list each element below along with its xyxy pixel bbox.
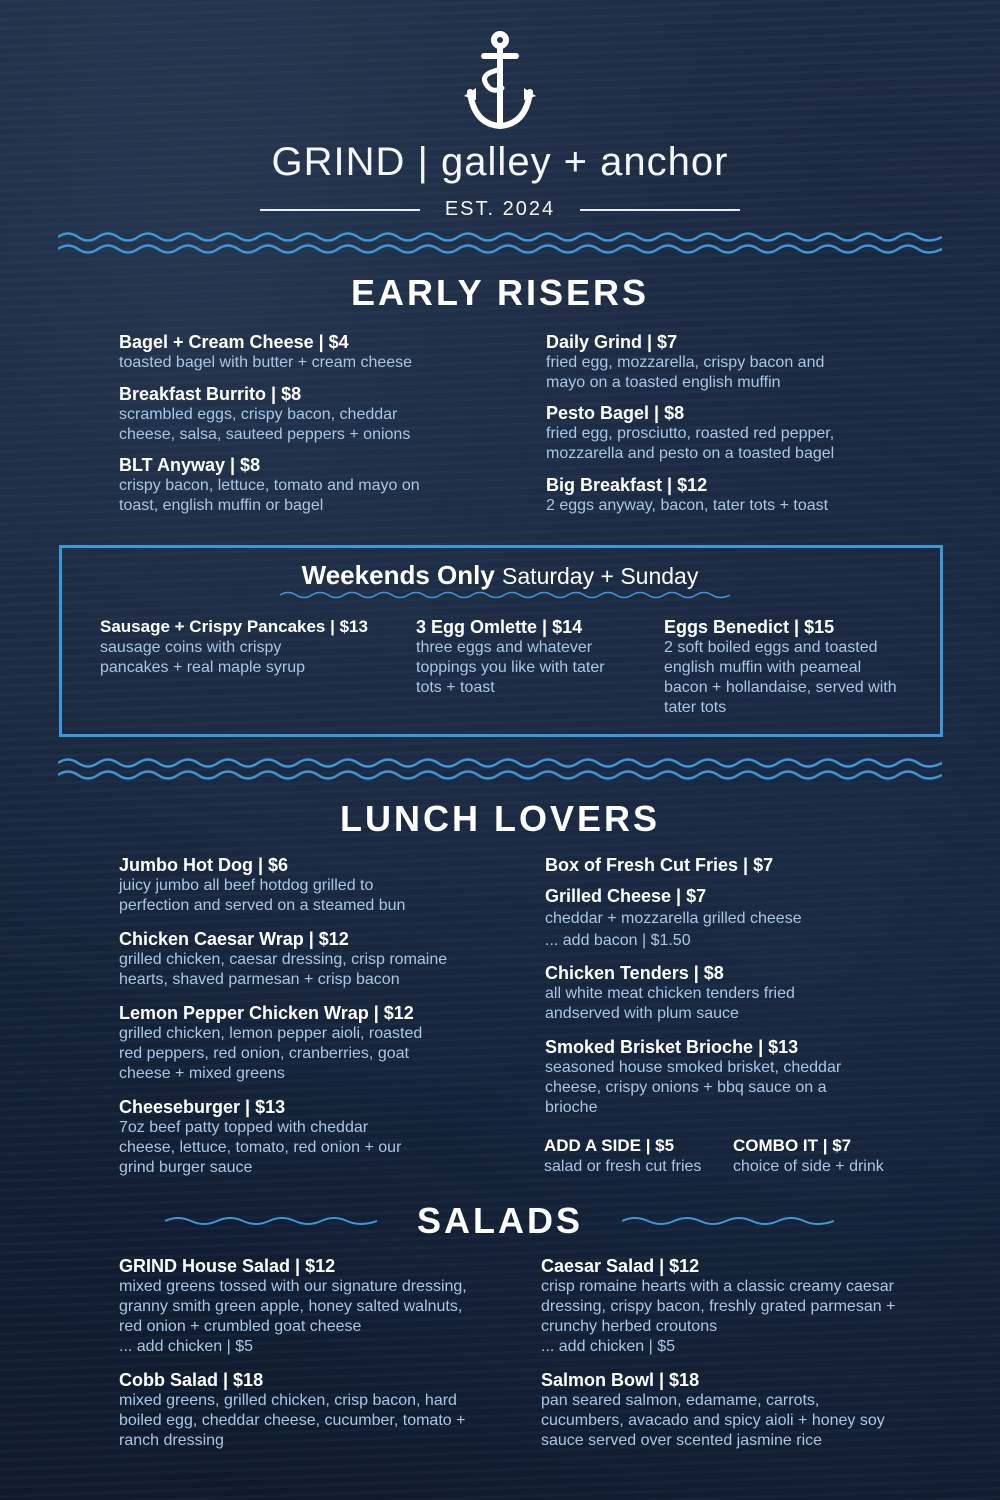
menu-item <box>664 616 909 718</box>
item-description: crispy bacon, lettuce, tomato and mayo on toast, english muffin or bagel <box>119 477 420 514</box>
menu-item <box>119 854 439 916</box>
menu-item <box>119 1255 479 1357</box>
item-name: Box of Fresh Cut Fries | $7 <box>545 855 774 875</box>
menu-item <box>100 616 370 678</box>
item-name: Lemon Pepper Chicken Wrap | $12 <box>119 1003 414 1023</box>
menu-item <box>119 1002 449 1084</box>
item-name: 3 Egg Omlette | $14 <box>416 617 583 637</box>
item-description: fried egg, prosciutto, roasted red pepper, mozzarella and pesto on a toasted bagel <box>546 425 835 462</box>
menu-item <box>545 962 845 1024</box>
combo-item <box>733 1135 923 1177</box>
salads-heading: SALADS <box>416 1200 583 1241</box>
item-name: Salmon Bowl | $18 <box>541 1370 700 1390</box>
lunch-lovers-heading: LUNCH LOVERS <box>339 798 660 839</box>
established-year: EST. 2024 <box>444 198 556 220</box>
menu-item <box>119 928 464 990</box>
item-name: Bagel + Cream Cheese | $4 <box>119 332 349 352</box>
item-name: Grilled Cheese | $7 <box>545 886 707 906</box>
menu-item <box>545 885 845 951</box>
item-description: salad or fresh cut fries <box>544 1158 702 1175</box>
menu-item <box>416 616 626 698</box>
item-name: Cheeseburger | $13 <box>119 1097 286 1117</box>
item-name: Caesar Salad | $12 <box>541 1256 700 1276</box>
item-name: Eggs Benedict | $15 <box>664 617 835 637</box>
menu-item <box>541 1255 896 1357</box>
menu-item <box>546 331 866 393</box>
add-side-item <box>544 1135 734 1177</box>
menu-item <box>546 474 886 516</box>
item-description: scrambled eggs, crispy bacon, cheddar cheese, salsa, sauteed peppers + onions <box>119 406 411 443</box>
item-description: crisp romaine hearts with a classic creamy caesar dressing, crispy bacon, freshly grated parmesan + crunchy herbed croutons <box>541 1278 896 1335</box>
menu-item <box>119 383 449 445</box>
item-description: pan seared salmon, edamame, carrots, cucumbers, avacado and spicy aioli + honey soy sauce served over scented jasmine rice <box>541 1392 885 1449</box>
item-addon: ... add chicken | $5 <box>119 1338 254 1355</box>
item-name: ADD A SIDE | $5 <box>544 1136 675 1155</box>
item-description: sausage coins with crispy pancakes + real maple syrup <box>100 639 305 676</box>
weekends-heading <box>0 560 1000 591</box>
item-description: seasoned house smoked brisket, cheddar cheese, crispy onions + bbq sauce on a brioche <box>545 1059 842 1116</box>
item-description: choice of side + drink <box>733 1158 884 1175</box>
menu-item <box>545 854 845 876</box>
item-description: juicy jumbo all beef hotdog grilled to perfection and served on a steamed bun <box>119 877 406 914</box>
item-description: all white meat chicken tenders fried andserved with plum sauce <box>545 985 795 1022</box>
wave-divider-top <box>58 230 942 258</box>
item-name: Smoked Brisket Brioche | $13 <box>545 1037 799 1057</box>
item-name: GRIND House Salad | $12 <box>119 1256 336 1276</box>
item-description: 2 soft boiled eggs and toasted english muffin with peameal bacon + hollandaise, served with tater tots <box>664 639 897 716</box>
item-description: toasted bagel with butter + cream cheese <box>119 354 413 371</box>
item-name: Chicken Tenders | $8 <box>545 963 724 983</box>
anchor-icon <box>462 30 538 134</box>
item-name: BLT Anyway | $8 <box>119 455 261 475</box>
item-name: Breakfast Burrito | $8 <box>119 384 302 404</box>
item-name: Daily Grind | $7 <box>546 332 678 352</box>
item-name: Big Breakfast | $12 <box>546 475 708 495</box>
item-description: 7oz beef patty topped with cheddar cheese, lettuce, tomato, red onion + our grind burger sauce <box>119 1119 402 1176</box>
item-name: Chicken Caesar Wrap | $12 <box>119 929 349 949</box>
wave-divider-middle <box>58 756 942 784</box>
item-description: three eggs and whatever toppings you like with tater tots + toast <box>416 639 605 696</box>
menu-item <box>119 1369 469 1451</box>
item-description: fried egg, mozzarella, crispy bacon and mayo on a toasted english muffin <box>546 354 825 391</box>
divider-right <box>580 209 740 211</box>
weekends-title: Weekends Only <box>301 560 495 590</box>
item-description: cheddar + mozzarella grilled cheese <box>545 910 802 927</box>
item-name: COMBO IT | $7 <box>733 1136 852 1155</box>
early-risers-heading: EARLY RISERS <box>350 272 650 313</box>
weekends-days: Saturday + Sunday <box>502 563 699 589</box>
menu-item <box>546 402 886 464</box>
weekends-underline-wave <box>280 590 730 600</box>
item-description: mixed greens, grilled chicken, crisp bacon, hard boiled egg, cheddar cheese, cucumber, tomato + ranch dressing <box>119 1392 466 1449</box>
menu-item <box>545 1036 845 1118</box>
menu-item <box>119 331 479 373</box>
item-name: Cobb Salad | $18 <box>119 1370 264 1390</box>
item-description: 2 eggs anyway, bacon, tater tots + toast <box>546 497 829 514</box>
item-name: Sausage + Crispy Pancakes | $13 <box>100 617 368 636</box>
menu-item <box>119 454 449 516</box>
item-description: grilled chicken, lemon pepper aioli, roasted red peppers, red onion, cranberries, goat cheese + mixed greens <box>119 1025 423 1082</box>
item-description: mixed greens tossed with our signature dressing, granny smith green apple, honey salted walnuts, red onion + crumbled goat cheese <box>119 1278 467 1335</box>
menu-item <box>119 1096 419 1178</box>
menu-item <box>541 1369 896 1451</box>
item-addon: ... add chicken | $5 <box>541 1338 676 1355</box>
item-name: Pesto Bagel | $8 <box>546 403 685 423</box>
restaurant-title: GRIND | galley + anchor <box>271 140 729 184</box>
item-name: Jumbo Hot Dog | $6 <box>119 855 289 875</box>
salads-wave-right <box>622 1215 834 1227</box>
item-addon: ... add bacon | $1.50 <box>545 932 691 949</box>
item-description: grilled chicken, caesar dressing, crisp romaine hearts, shaved parmesan + crisp bacon <box>119 951 448 988</box>
